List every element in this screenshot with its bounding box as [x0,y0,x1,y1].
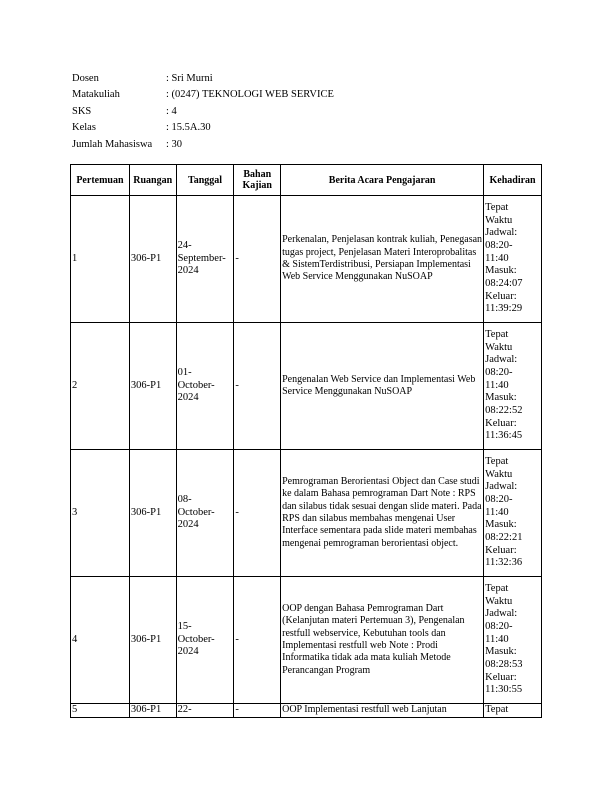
cell-tanggal: 01- October- 2024 [176,323,234,450]
info-row-kelas [72,120,334,136]
info-row-matakuliah [72,87,334,103]
info-value: : 15.5A.30 [166,122,211,134]
header-bahan-kajian: Bahan Kajian [234,165,281,196]
info-value: : Sri Murni [166,73,213,84]
info-label: Jumlah Mahasiswa [72,138,153,150]
header-berita-acara: Berita Acara Pengajaran [281,165,484,196]
cell-kehadiran: Tepat [484,704,542,718]
cell-pertemuan: 4 [71,577,130,704]
info-label: SKS [72,105,92,117]
cell-bahan-kajian: - [234,196,281,323]
table-row [71,577,542,704]
cell-berita-acara: Pemrograman Berorientasi Object dan Case studi ke dalam Bahasa pemrograman Dart Note : RPS dan silabus tidak sesuai dengan slide materi. Pada RPS dan silabus membahas mengenai User Interface sementara pada slide materi membahas mengenai pemrograman berorientasi object. [281,450,484,577]
info-row-jumlah-mahasiswa [72,137,334,153]
header-ruangan: Ruangan [129,165,176,196]
cell-ruangan: 306-P1 [129,196,176,323]
cell-bahan-kajian: - [234,450,281,577]
info-value: : (0247) TEKNOLOGI WEB SERVICE [166,89,334,101]
header-kehadiran: Kehadiran [484,165,542,196]
table-row [71,323,542,450]
info-label: Matakuliah [72,89,120,101]
cell-kehadiran: Tepat Waktu Jadwal: 08:20- 11:40 Masuk: 08:24:07 Keluar: 11:39:29 [484,196,542,323]
cell-tanggal: 08- October- 2024 [176,450,234,577]
info-row-sks [72,104,334,120]
cell-ruangan: 306-P1 [129,450,176,577]
table-header-row [71,165,542,196]
cell-berita-acara: Perkenalan, Penjelasan kontrak kuliah, Penegasan tugas project, Penjelasan Materi Interoprobalitas & SistemTerdistribusi, Persiapan Implementasi Web Service Menggunakan NuSOAP [281,196,484,323]
attendance-table [70,164,542,718]
cell-tanggal: 15- October- 2024 [176,577,234,704]
info-row-dosen [72,71,334,87]
cell-berita-acara: Pengenalan Web Service dan Implementasi Web Service Menggunakan NuSOAP [281,323,484,450]
cell-tanggal: 24- September- 2024 [176,196,234,323]
table-row [71,704,542,718]
table-row [71,196,542,323]
info-value: : 30 [166,138,183,150]
cell-berita-acara: OOP Implementasi restfull web Lanjutan [281,704,484,718]
table-row [71,450,542,577]
cell-pertemuan: 3 [71,450,130,577]
cell-pertemuan: 2 [71,323,130,450]
cell-bahan-kajian: - [234,577,281,704]
cell-pertemuan: 1 [71,196,130,323]
cell-kehadiran: Tepat Waktu Jadwal: 08:20- 11:40 Masuk: 08:28:53 Keluar: 11:30:55 [484,577,542,704]
info-label: Kelas [72,122,96,134]
cell-bahan-kajian: - [234,704,281,718]
cell-ruangan: 306-P1 [129,704,176,718]
header-pertemuan: Pertemuan [71,165,130,196]
cell-kehadiran: Tepat Waktu Jadwal: 08:20- 11:40 Masuk: 08:22:52 Keluar: 11:36:45 [484,323,542,450]
cell-kehadiran: Tepat Waktu Jadwal: 08:20- 11:40 Masuk: 08:22:21 Keluar: 11:32:36 [484,450,542,577]
cell-pertemuan: 5 [71,704,130,718]
course-info [72,71,334,153]
cell-ruangan: 306-P1 [129,577,176,704]
cell-tanggal: 22- [176,704,234,718]
cell-berita-acara: OOP dengan Bahasa Pemrograman Dart (Kelanjutan materi Pertemuan 3), Pengenalan restfull webservice, Kebutuhan tools dan Implementasi restfull web Note : Prodi Informatika tidak ada mata kuliah Metode Perancangan Program [281,577,484,704]
info-value: : 4 [166,105,177,117]
info-label: Dosen [72,73,99,84]
cell-bahan-kajian: - [234,323,281,450]
header-tanggal: Tanggal [176,165,234,196]
cell-ruangan: 306-P1 [129,323,176,450]
